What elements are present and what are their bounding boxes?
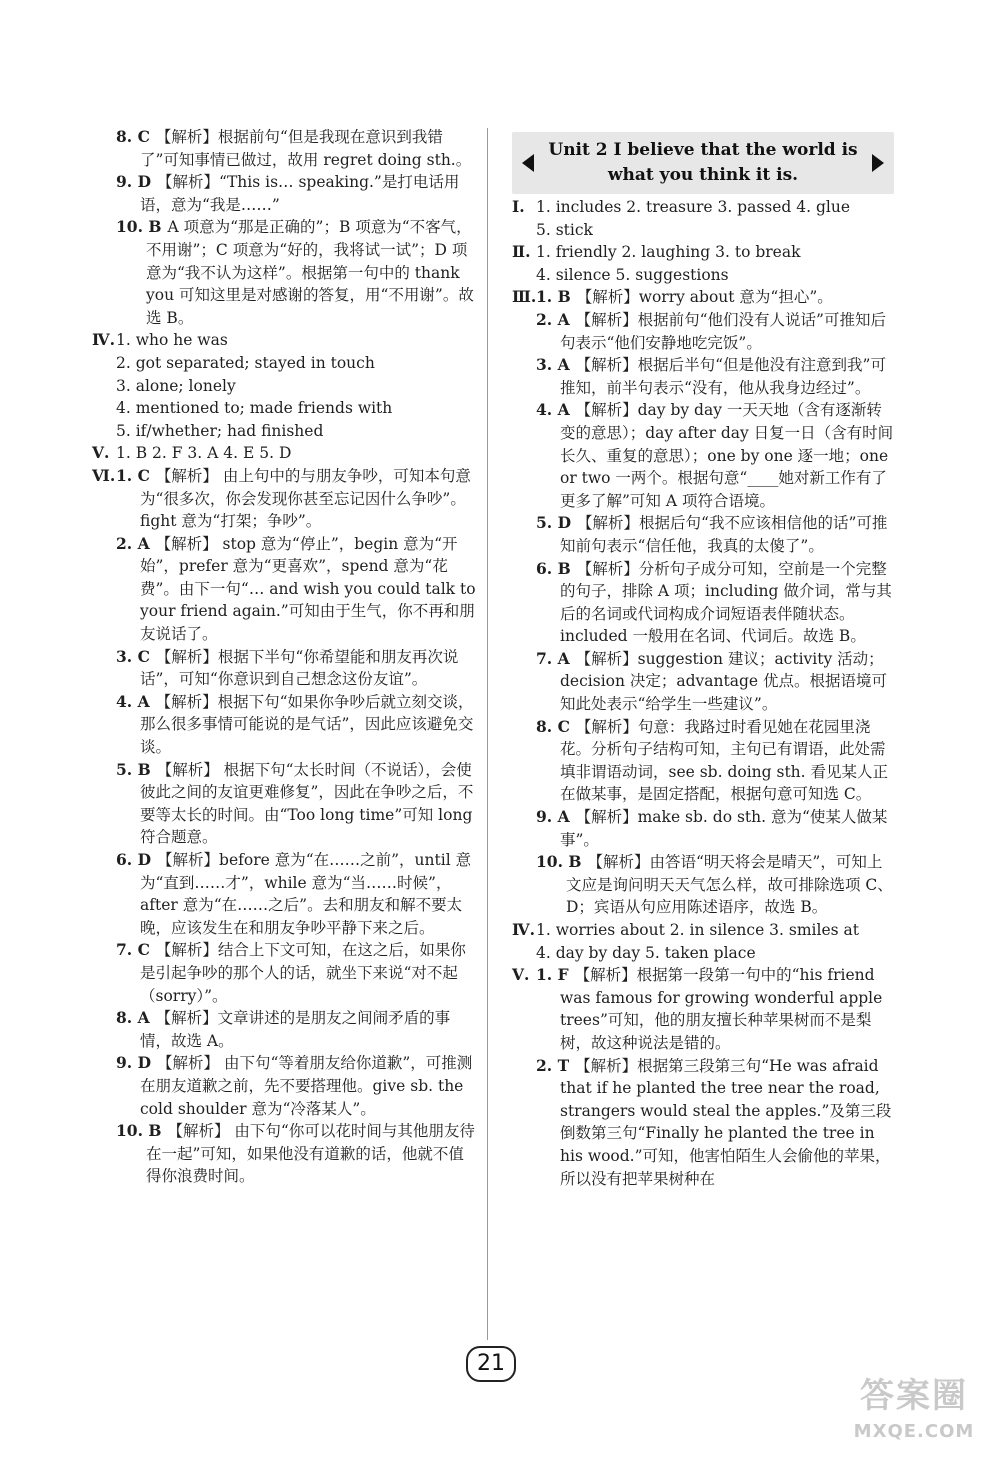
answer-item: 1. B 【解析】worry about 意为“担心”。 (536, 287, 833, 307)
section-iv-right (512, 919, 894, 964)
answer-item: 4. A 【解析】根据下句“如果你争吵后就立刻交谈，那么很多事情可能说的是气话”，因此应该避免交谈。 (116, 691, 474, 757)
section-numeral: Ⅳ. (92, 330, 115, 350)
answer-line: 3. alone; lonely (116, 376, 236, 395)
section-numeral: Ⅴ. (92, 443, 110, 463)
section-iii (512, 286, 894, 919)
answer-item: 2. A 【解析】 stop 意为“停止”，begin 意为“开始”，prefer 意为“更喜欢”，spend 意为“花费”。由下一句“… and wish you could talk to your friend again.”可知由于生气，你不再和朋友说话了。 (116, 533, 476, 644)
triangle-right-icon (872, 154, 884, 172)
section-iv (92, 329, 478, 442)
section-numeral: Ⅵ. (92, 465, 116, 485)
answer-line: 2. got separated; stayed in touch (116, 353, 375, 372)
unit-title (542, 138, 864, 188)
answer-item: 10. B A 项意为“那是正确的”；B 项意为“不客气，不用谢”；C 项意为“好的，我将试一试”；D 项意为“我不认为这样”。根据第一句中的 thank you 可知这里是对感谢的答复，用“不用谢”。故选 B。 (116, 217, 474, 327)
answer-item: 1. C 【解析】 由上句中的与朋友争吵，可知本句意为“很多次，你会发现你甚至忘记因什么争吵”。fight 意为“打架；争吵”。 (116, 465, 471, 531)
section-v-right (512, 964, 894, 1190)
answer-item: 8. A 【解析】文章讲述的是朋友之间闹矛盾的事情，故选 A。 (116, 1008, 451, 1050)
answer-item: 6. D 【解析】before 意为“在……之前”，until 意为“直到……才”，while 意为“当……时候”，after 意为“在……之后”。去和朋友和解不要太晚，应该发生在和朋友争吵平静下来之后。 (116, 850, 472, 937)
section-i (512, 196, 894, 241)
unit-title-line: Unit 2 I believe that the world is (548, 140, 858, 160)
answer-item: 5. B 【解析】 根据下句“太长时间（不说话），会使彼此之间的友谊更难修复”，因此在争吵之后，不要等太长的时间。由“Too long time”可知 long 符合题意。 (116, 759, 474, 847)
answer-item: 9. D 【解析】“This is… speaking.”是打电话用语，意为“我是……” (116, 172, 460, 214)
answer-line: 5. stick (536, 220, 593, 239)
section-numeral: Ⅴ. (512, 965, 530, 985)
answer-item: 10. B 【解析】 由下句“你可以花时间与其他朋友待在一起”可知，如果他没有道歉的话，他就不值得你浪费时间。 (116, 1121, 475, 1186)
left-column (92, 126, 478, 1188)
answer-item: 2. A 【解析】根据前句“他们没有人说话”可推知后句表示“他们安静地吃完饭”。 (536, 309, 886, 352)
section-numeral: Ⅰ. (512, 197, 525, 216)
answer-item: 6. B 【解析】分析句子成分可知，空前是一个完整的句子，排除 A 项；including 做介词，常与其后的名词或代词构成介词短语表伴随状态。included 一般用在名词、代词后。故选 B。 (536, 558, 892, 646)
watermark-text: 答案圈 (860, 1376, 968, 1416)
answer-item: 8. C 【解析】句意：我路过时看见她在花园里浇花。分析句子结构可知，主句已有谓语，此处需填非谓语动词，see sb. doing sth. 看见某人正在做某事，是固定搭配，根据句意可知选 C。 (536, 716, 889, 804)
answer-item: 7. A 【解析】suggestion 建议；activity 活动；decision 决定；advantage 优点。根据语境可知此处表示“给学生一些建议”。 (536, 648, 888, 714)
section-numeral: Ⅳ. (512, 920, 535, 939)
answer-item: 2. T 【解析】根据第三段第三句“He was afraid that if he planted the tree near the road, strangers would steal the apples.”及第三段倒数第三句“Finally he planted the tree in his wood.”可知，他害怕陌生人会偷他的苹果，所以没有把苹果树种在 (536, 1055, 892, 1188)
unit-title-line: what you think it is. (607, 165, 799, 185)
answer-item: 5. D 【解析】根据后句“我不应该相信他的话”可推知前句表示“信任他，我真的太傻了”。 (536, 513, 888, 555)
section-numeral: Ⅲ. (512, 287, 537, 307)
answer-item: 8. C 【解析】根据前句“但是我现在意识到我错了”可知事情已做过，故用 regret doing sth.。 (116, 127, 472, 169)
section-vi (92, 465, 478, 1188)
watermark-url: MXQE.COM (853, 1421, 975, 1442)
section-v (92, 442, 478, 465)
answer-line: 4. silence 5. suggestions (536, 265, 729, 284)
answer-line: 4. mentioned to; made friends with (116, 399, 393, 418)
watermark-logo (836, 1372, 992, 1462)
answer-item: 7. C 【解析】结合上下文可知，在这之后，如果你是引起争吵的那个人的话，就坐下来说“对不起（sorry）”。 (116, 940, 466, 1005)
answer-item: 3. C 【解析】根据下半句“你希望能和朋友再次说话”，可知“你意识到自己想念这份友谊”。 (116, 646, 459, 689)
answer-item: 1. F 【解析】根据第一段第一句中的“his friend was famous for growing wonderful apple trees”可知，他的朋友擅长种苹果树而不是梨树，故这种说法是错的。 (536, 965, 883, 1052)
answer-item: 3. A 【解析】根据后半句“但是他没有注意到我”可推知，前半句表示“没有，他从我身边经过”。 (536, 355, 886, 397)
answer-line: 1. who he was (116, 331, 228, 350)
unit-title-banner (512, 132, 894, 194)
answer-item: 9. D 【解析】 由下句“等着朋友给你道歉”，可推测在朋友道歉之前，先不要搭理他。give sb. the cold shoulder 意为“冷落某人”。 (116, 1053, 473, 1118)
section-ii (512, 241, 894, 286)
section-numeral: Ⅱ. (512, 242, 531, 262)
answer-line: 1. includes 2. treasure 3. passed 4. glue (536, 198, 851, 216)
page-number: 21 (466, 1346, 516, 1382)
answer-item: 4. A 【解析】day by day 一天天地（含有逐渐转变的意思）；day after day 日复一日（含有时间长久、重复的意思）；one by one 逐一地；one or two 一两个。根据句意“____她对新工作有了更多了解”可知 A 项符合语境。 (536, 400, 894, 510)
answer-item: 10. B 【解析】由答语“明天将会是晴天”，可知上文应是询问明天天气怎么样，故可排除选项 C、D；宾语从句应用陈述语序，故选 B。 (536, 852, 893, 917)
answer-line: 1. worries about 2. in silence 3. smiles at (536, 921, 859, 939)
answer-item: 9. A 【解析】make sb. do sth. 意为“使某人做某事”。 (536, 807, 888, 849)
right-column (512, 196, 894, 1190)
section-iii-continued (92, 126, 478, 329)
answer-line: 1. B 2. F 3. A 4. E 5. D (116, 444, 292, 463)
triangle-left-icon (522, 154, 534, 172)
answer-line: 5. if/whether; had finished (116, 421, 324, 440)
column-divider (487, 128, 488, 1340)
answer-line: 4. day by day 5. taken place (536, 943, 756, 962)
answer-line: 1. friendly 2. laughing 3. to break (536, 243, 801, 262)
